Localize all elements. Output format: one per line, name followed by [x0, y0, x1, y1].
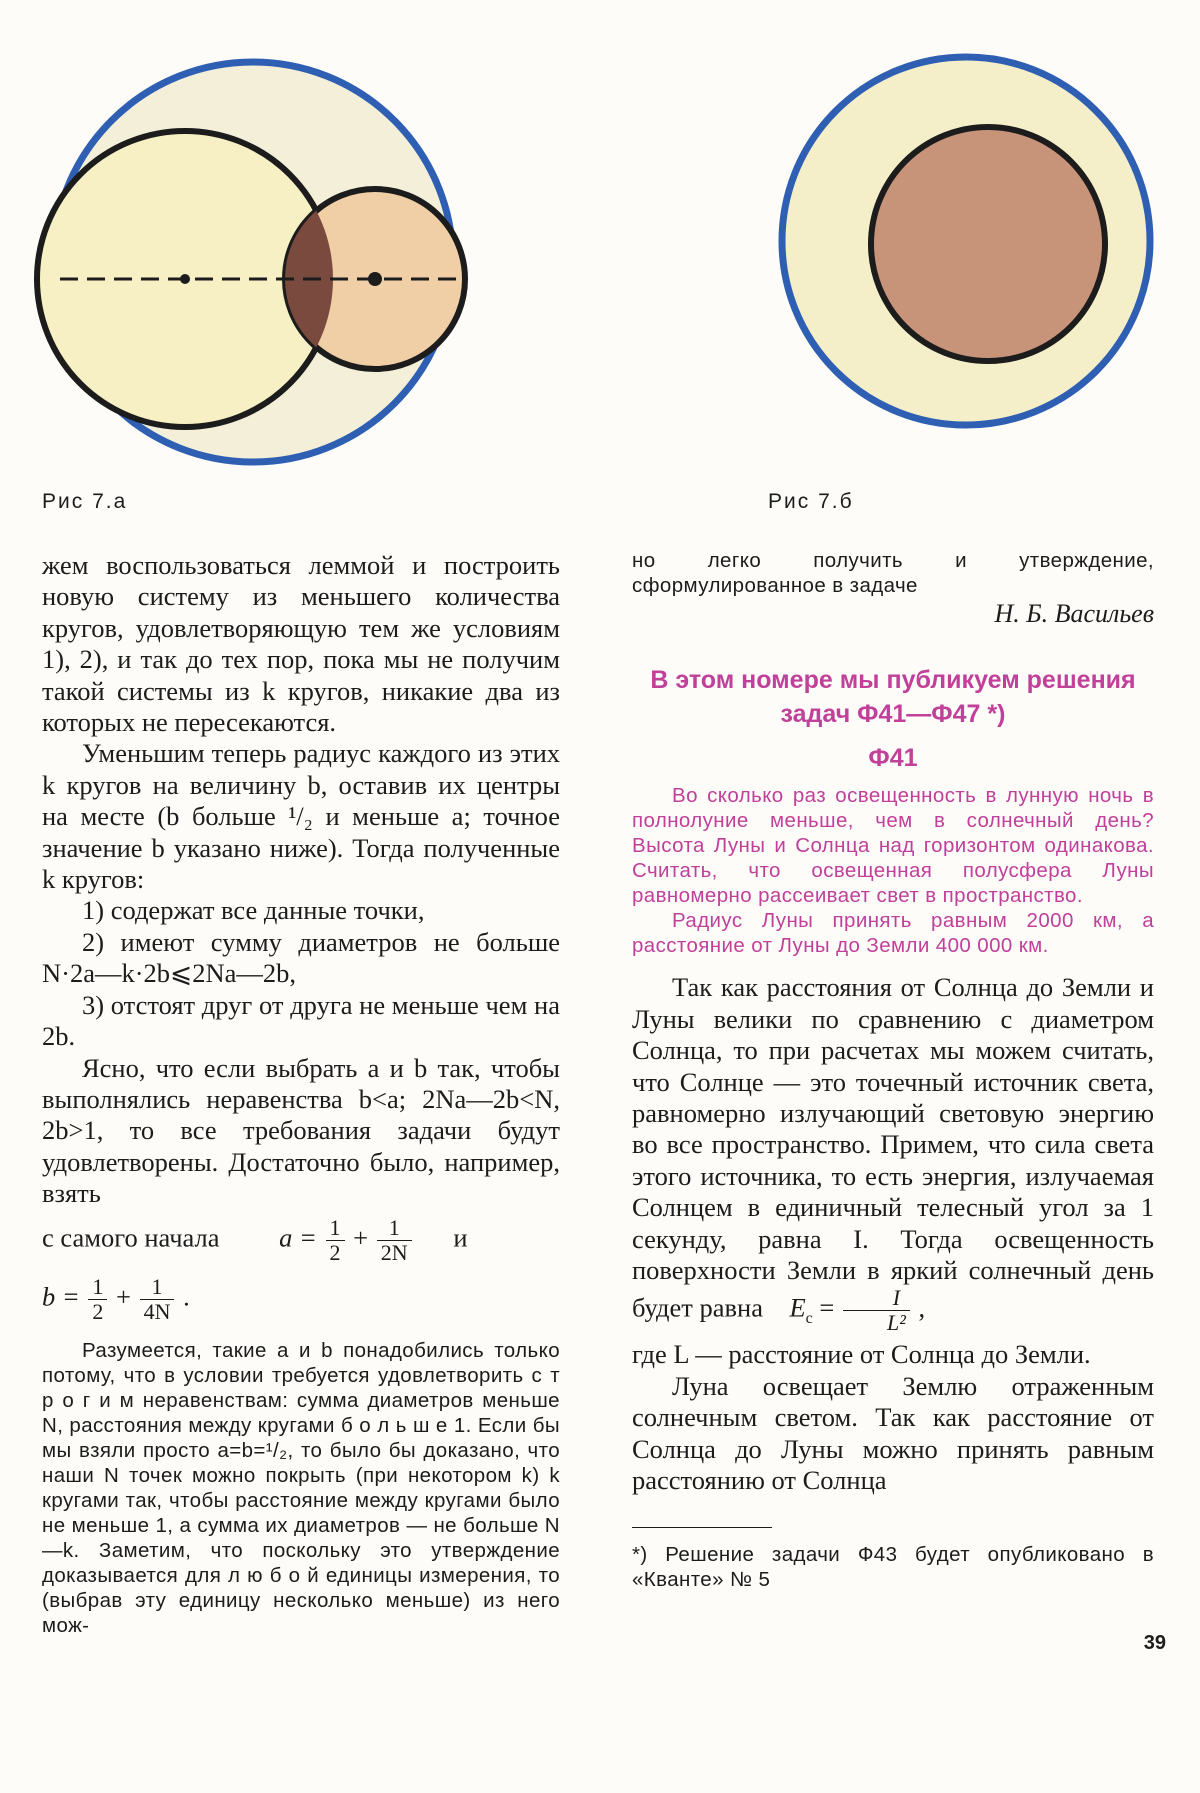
section-heading: В этом номере мы публикуем решения задач Ф41—Ф47 *): [650, 666, 1136, 729]
plus-sign: +: [353, 1222, 369, 1253]
right-column: [632, 548, 1154, 1592]
note-paragraph: Разумеется, такие a и b понадобились только потому, что в условии требуется удовлетворить с т р о г и м неравенствам: сумма диаметров меньше N, расстояния между кругами б о л ь ш е 1. Если бы мы взяли просто a=b=¹/₂, то было бы доказано, что наши N точек можно покрыть (при некотором k) k кругами так, чтобы расстояние между кругами было не меньше 1, а сумма их диаметров — не больше N—k. Заметим, что поскольку это утверждение доказывается для л ю б о й единицы измерения, то (выбрав эту единицу несколько меньше) из него мож-: [42, 1338, 560, 1637]
a-equals: a =: [279, 1222, 317, 1253]
equals-sign: =: [819, 1293, 835, 1324]
body-text: Так как расстояния от Солнца до Земли и Луны велики по сравнению с диаметром Солнца, то при расчетах мы можем считать, что Солнце — это точечный источник света, равномерно излучающий световую энергию во все пространство. Примем, что сила света этого источника, то есть энергия, излучаемая Солнцем в единичный телесный угол за 1 секунду, равна I. Тогда освещенность поверхности Земли в яркий солнечный день будет равна: [632, 972, 1154, 1324]
and-word: и: [453, 1222, 468, 1253]
fraction: $\frac{1}{2N}$: [377, 1216, 412, 1265]
disk-7b: [871, 127, 1105, 361]
center-dot-large: [180, 274, 190, 284]
problem-text: Во сколько раз освещенность в лунную ночь в полнолуние меньше, чем в солнечный день? Высота Луны и Солнца над горизонтом одинакова. Считать, что освещенная полусфера Луны равномерно рассеивает свет в пространство.: [632, 784, 1154, 908]
page-number: 39: [1143, 1632, 1166, 1654]
figure-7b: [770, 30, 1170, 470]
paragraph-reduce-radius: Уменьшим теперь радиус каждого из этих k кругов на величину b, оставив их центры на месте (b больше ¹/₂ и меньше a; точное значение b указано ниже). Тогда полученные k кругов:: [42, 738, 560, 895]
fraction: $\frac{1}{2}$: [88, 1275, 107, 1324]
paragraph-choose-ab: Ясно, что если выбрать a и b так, чтобы выполнялись неравенства b<a; 2Na—2b<N, 2b>1, то все требования задачи будут удовлетворены. Достаточно было, например, взять: [42, 1052, 560, 1209]
problem-title: Ф41: [868, 744, 918, 773]
author: Н. Б. Васильев: [994, 599, 1154, 628]
list-item-2: 2) имеют сумму диаметров не больше N·2a—k·2b⩽2Na—2b,: [42, 926, 560, 989]
fraction: $\frac{1}{4N}$: [140, 1275, 175, 1324]
center-dot-small: [368, 272, 382, 286]
left-column: [42, 550, 560, 1638]
paragraph-where-l: где L — расстояние от Солнца до Земли.: [632, 1339, 1091, 1370]
footnote: *) Решение задачи Ф43 будет опубликовано в «Кванте» № 5: [632, 1542, 1154, 1591]
caption-7a: Рис 7.а: [42, 490, 128, 513]
ec-symbol: E: [789, 1293, 806, 1324]
paragraph-sun-source: Так как расстояния от Солнца до Земли и Луны велики по сравнению с диаметром Солнца, то при расчетах мы можем считать, что Солнце — это точечный источник света, равномерно излучающий световую энергию во все пространство. Примем, что сила света этого источника, то есть энергия, излучаемая Солнцем в единичный телесный угол за 1 секунду, равна I. Тогда освещенность поверхности Земли в яркий солнечный день будет равна $E_c$ = $\frac{I}{\text{L²}}$ ,: [632, 972, 1154, 1336]
paragraph-continuation: но легко получить и утверждение, сформулированное в задаче: [632, 549, 1154, 597]
formula-a: [42, 1216, 560, 1265]
fraction: $\frac{1}{2}$: [326, 1216, 345, 1265]
plus-sign: +: [116, 1281, 131, 1312]
list-item-3: 3) отстоят друг от друга не меньше чем на 2b.: [42, 989, 560, 1052]
ec-subscript: c: [805, 1310, 813, 1328]
list-item-1: 1) содержат все данные точки,: [82, 895, 425, 926]
formula-b: b = $\frac{1}{2}$ + $\frac{1}{4N}$ .: [42, 1273, 190, 1324]
b-equals: b =: [42, 1281, 80, 1312]
problem-data: Радиус Луны принять равным 2000 км, а расстояние от Луны до Земли 400 000 км.: [632, 909, 1154, 958]
caption-7b: Рис 7.б: [768, 490, 854, 513]
figure-7a: [30, 30, 490, 500]
paragraph-lemma: жем воспользоваться леммой и построить новую систему из меньшего количества кругов, удовлетворяющую тем же условиям 1), 2), и так до тех пор, пока мы не получим такой системы из k кругов, никакие два из которых не пересекаются.: [42, 550, 560, 738]
formula-prefix: с самого начала: [42, 1222, 220, 1253]
footnote-rule: [632, 1527, 772, 1528]
fraction: $\frac{I}{\text{L²}}$: [843, 1286, 910, 1335]
paragraph-moon: Луна освещает Землю отраженным солнечным светом. Так как расстояние от Солнца до Луны можно принять равным расстоянию от Солнца: [632, 1370, 1154, 1496]
